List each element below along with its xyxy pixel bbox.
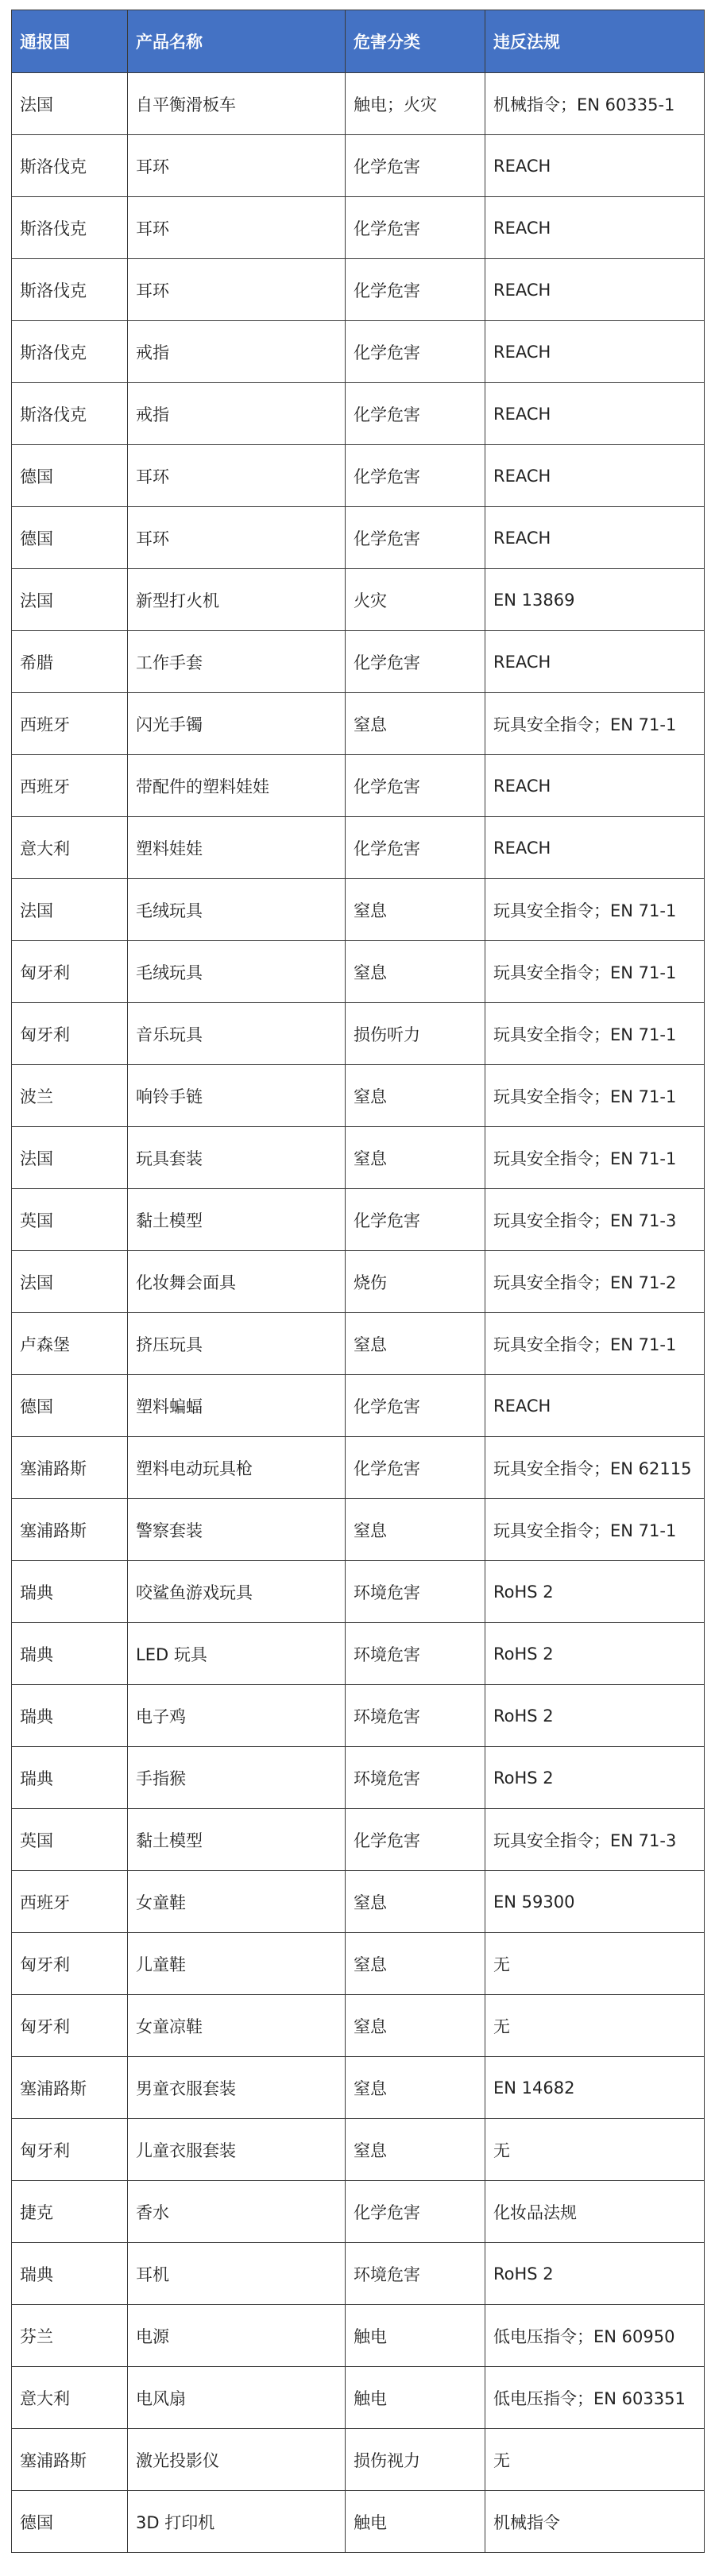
cell-product: 耳机: [128, 2243, 346, 2305]
cell-regulation: 玩具安全指令；EN 71-1: [485, 941, 705, 1003]
cell-product: 戒指: [128, 383, 346, 445]
cell-product: 挤压玩具: [128, 1313, 346, 1375]
cell-country: 瑞典: [12, 1561, 128, 1623]
cell-hazard: 环境危害: [346, 1623, 485, 1685]
cell-country: 波兰: [12, 1065, 128, 1127]
table-row: [12, 1437, 705, 1499]
cell-regulation: REACH: [485, 817, 705, 879]
table-body: [12, 73, 705, 2553]
cell-hazard: 化学危害: [346, 197, 485, 259]
cell-country: 意大利: [12, 817, 128, 879]
cell-hazard: 窒息: [346, 2119, 485, 2181]
cell-product: 塑料电动玩具枪: [128, 1437, 346, 1499]
cell-hazard: 环境危害: [346, 1685, 485, 1747]
header-product: 产品名称: [128, 10, 346, 73]
cell-hazard: 火灾: [346, 569, 485, 631]
cell-regulation: 机械指令: [485, 2491, 705, 2553]
cell-country: 斯洛伐克: [12, 259, 128, 321]
cell-hazard: 化学危害: [346, 1189, 485, 1251]
header-regulation: 违反法规: [485, 10, 705, 73]
cell-country: 德国: [12, 2491, 128, 2553]
cell-hazard: 化学危害: [346, 1375, 485, 1437]
table-row: [12, 1623, 705, 1685]
cell-hazard: 窒息: [346, 1871, 485, 1933]
table-row: [12, 569, 705, 631]
cell-hazard: 化学危害: [346, 383, 485, 445]
table-row: [12, 2057, 705, 2119]
cell-product: 男童衣服套装: [128, 2057, 346, 2119]
cell-regulation: REACH: [485, 445, 705, 507]
cell-regulation: 玩具安全指令；EN 71-1: [485, 879, 705, 941]
cell-regulation: 无: [485, 1933, 705, 1995]
cell-country: 英国: [12, 1189, 128, 1251]
cell-regulation: REACH: [485, 383, 705, 445]
cell-regulation: 玩具安全指令；EN 71-1: [485, 1127, 705, 1189]
cell-hazard: 触电: [346, 2491, 485, 2553]
cell-regulation: EN 59300: [485, 1871, 705, 1933]
cell-hazard: 化学危害: [346, 1437, 485, 1499]
cell-regulation: REACH: [485, 755, 705, 817]
table-row: [12, 1375, 705, 1437]
table-row: [12, 2305, 705, 2367]
cell-hazard: 损伤视力: [346, 2429, 485, 2491]
table-row: [12, 1499, 705, 1561]
cell-hazard: 环境危害: [346, 2243, 485, 2305]
cell-regulation: 无: [485, 2119, 705, 2181]
cell-regulation: REACH: [485, 507, 705, 569]
table-row: [12, 445, 705, 507]
cell-hazard: 窒息: [346, 2057, 485, 2119]
cell-country: 斯洛伐克: [12, 135, 128, 197]
cell-regulation: 玩具安全指令；EN 71-3: [485, 1809, 705, 1871]
cell-product: 毛绒玩具: [128, 879, 346, 941]
table-row: [12, 1747, 705, 1809]
table-row: [12, 135, 705, 197]
cell-country: 匈牙利: [12, 941, 128, 1003]
cell-country: 卢森堡: [12, 1313, 128, 1375]
cell-product: 耳环: [128, 445, 346, 507]
cell-hazard: 环境危害: [346, 1747, 485, 1809]
cell-hazard: 化学危害: [346, 507, 485, 569]
table-header: [12, 10, 705, 73]
table-row: [12, 1127, 705, 1189]
header-row: [12, 10, 705, 73]
cell-regulation: 玩具安全指令；EN 71-1: [485, 1003, 705, 1065]
cell-country: 瑞典: [12, 1685, 128, 1747]
table-row: [12, 1995, 705, 2057]
table-row: [12, 941, 705, 1003]
cell-product: 耳环: [128, 507, 346, 569]
cell-regulation: 化妆品法规: [485, 2181, 705, 2243]
cell-hazard: 窒息: [346, 941, 485, 1003]
cell-hazard: 触电: [346, 2305, 485, 2367]
cell-country: 斯洛伐克: [12, 197, 128, 259]
cell-hazard: 化学危害: [346, 135, 485, 197]
table-row: [12, 383, 705, 445]
cell-product: 儿童衣服套装: [128, 2119, 346, 2181]
table-row: [12, 2119, 705, 2181]
recall-table: [11, 10, 705, 2553]
cell-country: 瑞典: [12, 1623, 128, 1685]
cell-country: 英国: [12, 1809, 128, 1871]
cell-regulation: RoHS 2: [485, 1623, 705, 1685]
cell-hazard: 化学危害: [346, 259, 485, 321]
table-row: [12, 1251, 705, 1313]
cell-product: 塑料娃娃: [128, 817, 346, 879]
cell-country: 瑞典: [12, 1747, 128, 1809]
cell-regulation: 玩具安全指令；EN 71-2: [485, 1251, 705, 1313]
cell-product: 电风扇: [128, 2367, 346, 2429]
cell-regulation: 机械指令；EN 60335-1: [485, 73, 705, 135]
table-row: [12, 1065, 705, 1127]
cell-product: 化妆舞会面具: [128, 1251, 346, 1313]
cell-country: 塞浦路斯: [12, 2429, 128, 2491]
table-row: [12, 259, 705, 321]
cell-hazard: 化学危害: [346, 817, 485, 879]
table-row: [12, 1809, 705, 1871]
cell-hazard: 损伤听力: [346, 1003, 485, 1065]
cell-product: 响铃手链: [128, 1065, 346, 1127]
cell-regulation: 玩具安全指令；EN 71-1: [485, 1499, 705, 1561]
cell-regulation: 玩具安全指令；EN 62115: [485, 1437, 705, 1499]
cell-product: 3D 打印机: [128, 2491, 346, 2553]
table-row: [12, 1933, 705, 1995]
cell-country: 法国: [12, 879, 128, 941]
cell-product: 耳环: [128, 197, 346, 259]
cell-hazard: 窒息: [346, 1933, 485, 1995]
cell-product: 女童凉鞋: [128, 1995, 346, 2057]
cell-country: 希腊: [12, 631, 128, 693]
cell-hazard: 化学危害: [346, 321, 485, 383]
cell-product: 戒指: [128, 321, 346, 383]
cell-country: 匈牙利: [12, 1003, 128, 1065]
cell-hazard: 窒息: [346, 1313, 485, 1375]
cell-regulation: 玩具安全指令；EN 71-1: [485, 1313, 705, 1375]
cell-country: 芬兰: [12, 2305, 128, 2367]
table-row: [12, 507, 705, 569]
cell-country: 捷克: [12, 2181, 128, 2243]
cell-product: 耳环: [128, 135, 346, 197]
table-row: [12, 2181, 705, 2243]
cell-country: 法国: [12, 1127, 128, 1189]
cell-regulation: REACH: [485, 197, 705, 259]
cell-product: 黏土模型: [128, 1189, 346, 1251]
table-row: [12, 755, 705, 817]
cell-product: 新型打火机: [128, 569, 346, 631]
cell-regulation: 低电压指令；EN 60950: [485, 2305, 705, 2367]
table-row: [12, 879, 705, 941]
recall-table-container: [11, 10, 704, 2553]
cell-country: 斯洛伐克: [12, 321, 128, 383]
cell-regulation: REACH: [485, 321, 705, 383]
cell-country: 西班牙: [12, 1871, 128, 1933]
cell-hazard: 烧伤: [346, 1251, 485, 1313]
cell-regulation: 玩具安全指令；EN 71-1: [485, 693, 705, 755]
table-row: [12, 1189, 705, 1251]
cell-hazard: 化学危害: [346, 2181, 485, 2243]
cell-hazard: 窒息: [346, 693, 485, 755]
cell-regulation: REACH: [485, 631, 705, 693]
cell-regulation: REACH: [485, 259, 705, 321]
cell-regulation: 无: [485, 1995, 705, 2057]
cell-country: 西班牙: [12, 693, 128, 755]
table-row: [12, 1685, 705, 1747]
cell-country: 法国: [12, 73, 128, 135]
cell-regulation: 玩具安全指令；EN 71-1: [485, 1065, 705, 1127]
cell-regulation: REACH: [485, 1375, 705, 1437]
cell-hazard: 窒息: [346, 879, 485, 941]
cell-product: 电子鸡: [128, 1685, 346, 1747]
cell-country: 塞浦路斯: [12, 1499, 128, 1561]
cell-hazard: 化学危害: [346, 1809, 485, 1871]
cell-country: 匈牙利: [12, 1995, 128, 2057]
cell-hazard: 窒息: [346, 1995, 485, 2057]
table-row: [12, 197, 705, 259]
cell-product: 音乐玩具: [128, 1003, 346, 1065]
cell-regulation: RoHS 2: [485, 1561, 705, 1623]
cell-hazard: 化学危害: [346, 755, 485, 817]
cell-country: 法国: [12, 1251, 128, 1313]
cell-hazard: 触电；火灾: [346, 73, 485, 135]
cell-product: 警察套装: [128, 1499, 346, 1561]
cell-country: 西班牙: [12, 755, 128, 817]
cell-regulation: 低电压指令；EN 603351: [485, 2367, 705, 2429]
cell-product: 电源: [128, 2305, 346, 2367]
cell-product: 耳环: [128, 259, 346, 321]
cell-regulation: 玩具安全指令；EN 71-3: [485, 1189, 705, 1251]
cell-hazard: 窒息: [346, 1127, 485, 1189]
cell-product: 黏土模型: [128, 1809, 346, 1871]
table-row: [12, 1313, 705, 1375]
table-row: [12, 2429, 705, 2491]
cell-product: 咬鲨鱼游戏玩具: [128, 1561, 346, 1623]
table-row: [12, 321, 705, 383]
header-country: 通报国: [12, 10, 128, 73]
table-row: [12, 1003, 705, 1065]
cell-product: 毛绒玩具: [128, 941, 346, 1003]
cell-product: 带配件的塑料娃娃: [128, 755, 346, 817]
table-row: [12, 693, 705, 755]
cell-hazard: 化学危害: [346, 445, 485, 507]
cell-country: 斯洛伐克: [12, 383, 128, 445]
cell-hazard: 化学危害: [346, 631, 485, 693]
cell-hazard: 窒息: [346, 1499, 485, 1561]
cell-product: 儿童鞋: [128, 1933, 346, 1995]
cell-regulation: REACH: [485, 135, 705, 197]
cell-product: 玩具套装: [128, 1127, 346, 1189]
cell-product: 自平衡滑板车: [128, 73, 346, 135]
cell-product: 激光投影仪: [128, 2429, 346, 2491]
table-row: [12, 73, 705, 135]
cell-product: LED 玩具: [128, 1623, 346, 1685]
cell-country: 瑞典: [12, 2243, 128, 2305]
cell-country: 塞浦路斯: [12, 1437, 128, 1499]
cell-product: 工作手套: [128, 631, 346, 693]
cell-regulation: RoHS 2: [485, 1747, 705, 1809]
table-row: [12, 1561, 705, 1623]
cell-regulation: EN 13869: [485, 569, 705, 631]
cell-product: 手指猴: [128, 1747, 346, 1809]
cell-regulation: 无: [485, 2429, 705, 2491]
cell-hazard: 环境危害: [346, 1561, 485, 1623]
cell-country: 匈牙利: [12, 1933, 128, 1995]
cell-regulation: EN 14682: [485, 2057, 705, 2119]
table-row: [12, 817, 705, 879]
cell-country: 塞浦路斯: [12, 2057, 128, 2119]
cell-product: 闪光手镯: [128, 693, 346, 755]
table-row: [12, 2367, 705, 2429]
cell-country: 匈牙利: [12, 2119, 128, 2181]
table-row: [12, 2491, 705, 2553]
cell-product: 女童鞋: [128, 1871, 346, 1933]
cell-country: 德国: [12, 507, 128, 569]
header-hazard: 危害分类: [346, 10, 485, 73]
cell-country: 德国: [12, 1375, 128, 1437]
cell-regulation: RoHS 2: [485, 2243, 705, 2305]
table-row: [12, 1871, 705, 1933]
cell-product: 塑料蝙蝠: [128, 1375, 346, 1437]
cell-regulation: RoHS 2: [485, 1685, 705, 1747]
cell-hazard: 窒息: [346, 1065, 485, 1127]
cell-product: 香水: [128, 2181, 346, 2243]
cell-country: 意大利: [12, 2367, 128, 2429]
table-row: [12, 631, 705, 693]
table-row: [12, 2243, 705, 2305]
cell-country: 法国: [12, 569, 128, 631]
cell-hazard: 触电: [346, 2367, 485, 2429]
cell-country: 德国: [12, 445, 128, 507]
